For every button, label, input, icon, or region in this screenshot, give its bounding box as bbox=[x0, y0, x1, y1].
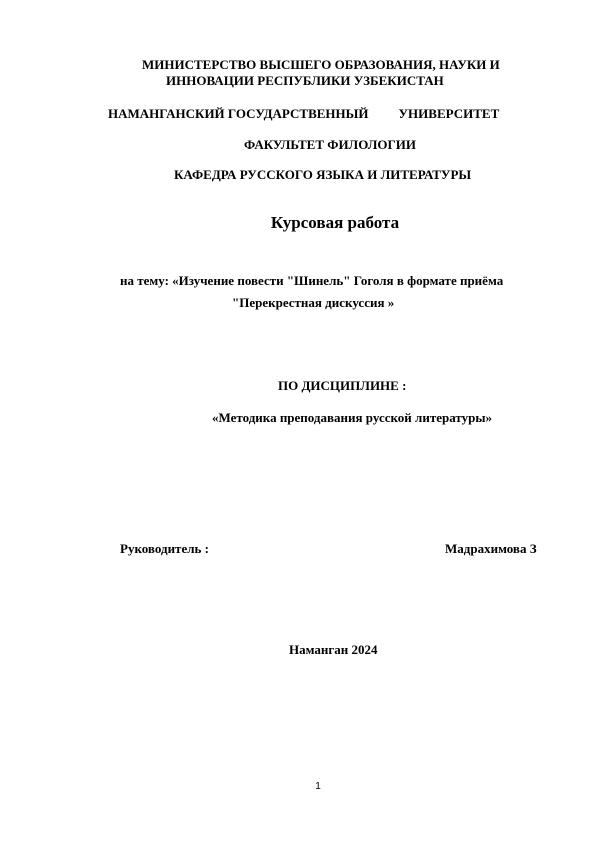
discipline-label: ПО ДИСЦИПЛИНЕ : bbox=[278, 378, 407, 393]
university-name bbox=[108, 106, 499, 122]
supervisor-name: Мадрахимова З bbox=[445, 541, 537, 556]
department-name: КАФЕДРА РУССКОГО ЯЗЫКА И ЛИТЕРАТУРЫ bbox=[174, 167, 472, 182]
topic-line-2: "Перекрестная дискуссия » bbox=[232, 295, 395, 310]
ministry-title-line-2: ИННОВАЦИИ РЕСПУБЛИКИ УЗБЕКИСТАН bbox=[166, 73, 444, 88]
university-name-part-1: НАМАНГАНСКИЙ ГОСУДАРСТВЕННЫЙ bbox=[108, 106, 369, 121]
university-name-part-2: УНИВЕРСИТЕТ bbox=[398, 106, 500, 121]
ministry-title-line-1: МИНИСТЕРСТВО ВЫСШЕГО ОБРАЗОВАНИЯ, НАУКИ И bbox=[142, 57, 500, 72]
city-year: Наманган 2024 bbox=[289, 642, 378, 657]
work-type-title: Курсовая работа bbox=[270, 213, 400, 232]
topic-line-1: на тему: «Изучение повести "Шинель" Гоголя в формате приёма bbox=[120, 273, 504, 288]
faculty-name: ФАКУЛЬТЕТ ФИЛОЛОГИИ bbox=[243, 137, 416, 152]
supervisor-label: Руководитель : bbox=[120, 541, 209, 556]
page-number: 1 bbox=[315, 781, 321, 792]
discipline-name: «Методика преподавания русской литературы» bbox=[212, 410, 492, 425]
